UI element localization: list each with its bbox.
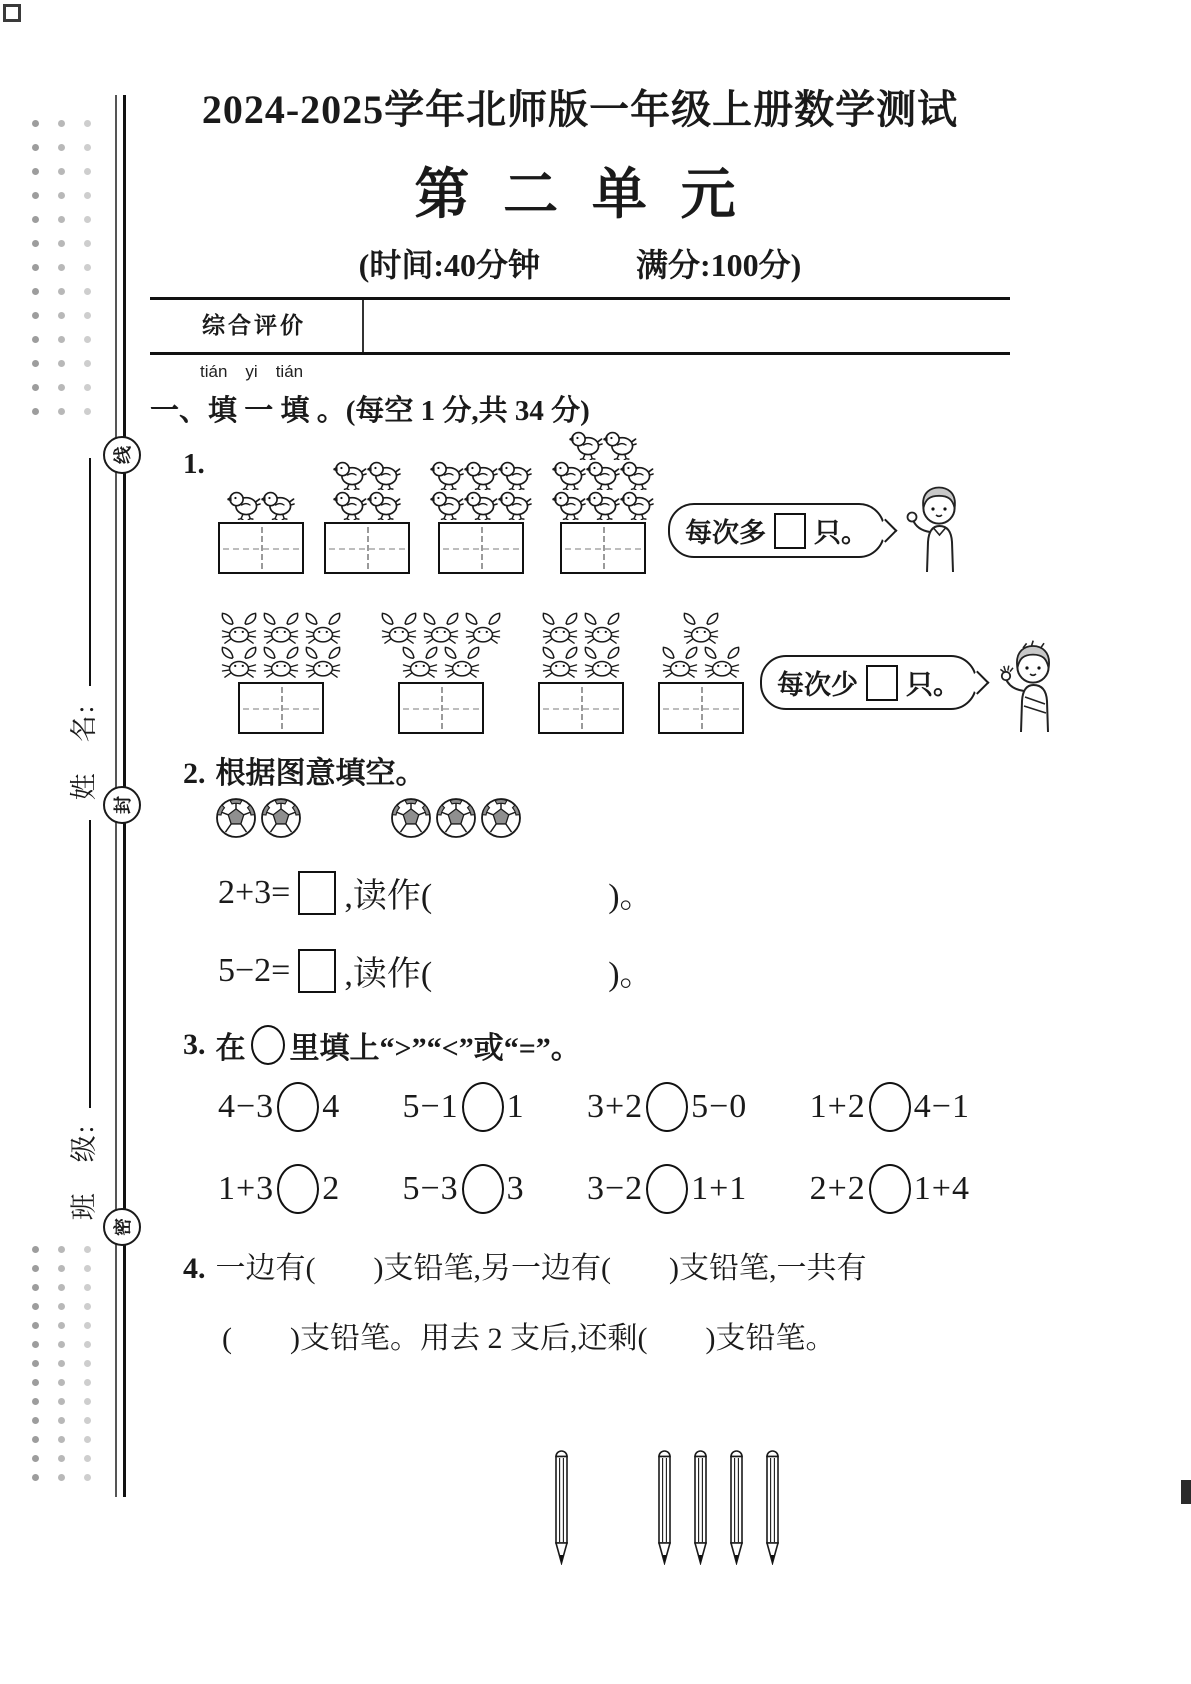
dot: [84, 1265, 91, 1272]
chick-row: [552, 490, 654, 520]
dot: [84, 1303, 91, 1310]
dot: [32, 192, 39, 199]
question-1-number: 1.: [183, 448, 205, 480]
pencil-row: [553, 1443, 781, 1565]
comparison-left-expression: 4−3: [218, 1088, 275, 1125]
crab-row: [399, 646, 483, 680]
dot: [58, 384, 65, 391]
crab-row: [659, 646, 743, 680]
question-2-heading: [183, 748, 426, 792]
dot: [32, 1341, 39, 1348]
speech-bubble-less: [760, 655, 977, 710]
boy-icon: [905, 482, 969, 574]
ball-row: [215, 797, 302, 839]
crab-group: [658, 612, 744, 734]
question-text-part: )支铅笔。用去 2 支后,还剩(: [290, 1322, 648, 1355]
crab-icon: [581, 646, 623, 680]
crab-row: [680, 612, 722, 646]
question-4-line-1: [183, 1243, 866, 1287]
comparison-answer-circle[interactable]: [277, 1164, 319, 1214]
dot: [58, 144, 65, 151]
equation-text: ,读作(: [344, 878, 433, 915]
question-3-text: 在: [215, 1032, 246, 1065]
comparison-left-expression: 2+2: [809, 1170, 866, 1207]
paper-content: [150, 0, 1010, 1684]
dot: [32, 1474, 39, 1481]
comparison-left-expression: 1+2: [809, 1088, 866, 1125]
crab-icon: [581, 612, 623, 646]
chick-icon: [367, 490, 401, 520]
comparison-right-expression: 1: [506, 1088, 525, 1125]
comparison-left-expression: 5−1: [402, 1088, 459, 1125]
dot: [58, 264, 65, 271]
dot: [84, 336, 91, 343]
dot: [58, 240, 65, 247]
dot: [84, 1455, 91, 1462]
seal-char-secret: [103, 1208, 141, 1246]
dot: [58, 288, 65, 295]
dot: [84, 288, 91, 295]
chick-icon: [620, 460, 654, 490]
ball-group: [390, 797, 522, 839]
chick-icon: [261, 490, 295, 520]
pencil-row: [656, 1443, 781, 1565]
dot: [58, 1303, 65, 1310]
question-text-part: (: [222, 1322, 232, 1355]
dot: [58, 1455, 65, 1462]
comparison-item: [810, 1164, 970, 1214]
dot: [32, 1246, 39, 1253]
crab-group: [218, 612, 344, 734]
comparison-answer-circle[interactable]: [869, 1082, 911, 1132]
seal-char-seal: [103, 786, 141, 824]
chick-icon: [620, 490, 654, 520]
dot: [58, 1284, 65, 1291]
pinyin-syllable: tián: [275, 362, 304, 381]
count-answer-box[interactable]: [438, 522, 524, 574]
question-text-part: )支铅笔。: [705, 1322, 836, 1355]
crab-icon: [218, 612, 260, 646]
pencil-group: [656, 1443, 781, 1565]
dot: [84, 240, 91, 247]
count-answer-box[interactable]: [324, 522, 410, 574]
ball-icon: [260, 797, 302, 839]
dot: [32, 144, 39, 151]
dot: [84, 360, 91, 367]
chick-group: [552, 430, 654, 574]
equation-text: ,读作(: [344, 956, 433, 993]
chick-group: [430, 460, 532, 574]
dot: [32, 1284, 39, 1291]
chick-group: [324, 460, 410, 574]
pinyin-annotation: [200, 362, 303, 382]
dot-pattern-bottom: [32, 1246, 110, 1493]
count-answer-box[interactable]: [538, 682, 624, 734]
question-3-text: 里填上“>”“<”或“=”。: [289, 1032, 581, 1065]
comparison-right-expression: 1+1: [691, 1170, 748, 1207]
ball-icon: [435, 797, 477, 839]
chick-icon: [430, 490, 464, 520]
chick-icon: [603, 430, 637, 460]
crab-icon: [420, 612, 462, 646]
chick-row: [430, 490, 532, 520]
dot: [58, 216, 65, 223]
pinyin-syllable: tián: [200, 362, 228, 381]
equation-expression: 2+3=: [218, 873, 291, 911]
chick-group: [218, 490, 304, 574]
ball-icon: [480, 797, 522, 839]
pencil-icon: [553, 1443, 570, 1565]
comparison-item: [810, 1082, 970, 1132]
dot: [32, 264, 39, 271]
chick-row: [552, 460, 654, 490]
crab-icon: [399, 646, 441, 680]
chick-icon: [552, 460, 586, 490]
chick-icon: [586, 490, 620, 520]
dot: [58, 192, 65, 199]
chick-row: [569, 430, 637, 460]
dot: [58, 1360, 65, 1367]
chick-icon: [552, 490, 586, 520]
crab-groups: [218, 612, 744, 734]
crab-icon: [302, 612, 344, 646]
paper-title: 2024-2025学年北师版一年级上册数学测试: [201, 87, 959, 132]
pencil-icon: [692, 1443, 709, 1565]
dot: [84, 264, 91, 271]
seal-char-text: 封: [113, 796, 133, 814]
ball-group: [215, 797, 302, 839]
dot: [32, 240, 39, 247]
class-write-line[interactable]: [89, 820, 91, 1108]
equation-answer-box[interactable]: [298, 949, 336, 993]
dot: [32, 1303, 39, 1310]
crab-icon: [462, 612, 504, 646]
comparison-answer-circle[interactable]: [869, 1164, 911, 1214]
crab-icon: [260, 612, 302, 646]
name-write-line[interactable]: [89, 458, 91, 686]
dot: [32, 408, 39, 415]
crab-row: [218, 612, 344, 646]
dot: [32, 288, 39, 295]
bubble-text: 每次少: [777, 670, 858, 700]
chick-icon: [586, 460, 620, 490]
bubble-text: 每次多: [685, 518, 766, 548]
question-text-part: 一边有(: [215, 1252, 316, 1285]
chick-row: [333, 490, 401, 520]
pencil-group: [553, 1443, 570, 1565]
dot: [84, 1474, 91, 1481]
dot: [58, 1265, 65, 1272]
dot: [32, 1417, 39, 1424]
count-answer-box[interactable]: [218, 522, 304, 574]
crab-icon: [539, 646, 581, 680]
chick-groups: [218, 430, 654, 574]
dot: [32, 1360, 39, 1367]
question-4-line-2: [222, 1313, 835, 1357]
dot: [84, 384, 91, 391]
chick-row: [333, 460, 401, 490]
comparison-left-expression: 5−3: [402, 1170, 459, 1207]
chick-row: [430, 460, 532, 490]
dot: [84, 1417, 91, 1424]
crab-icon: [260, 646, 302, 680]
equation-text: )。: [608, 878, 654, 915]
crab-icon: [218, 646, 260, 680]
dot: [58, 360, 65, 367]
score-box-divider: [362, 300, 364, 352]
dot: [84, 1246, 91, 1253]
dot: [32, 120, 39, 127]
crab-icon: [680, 612, 722, 646]
comparison-right-expression: 5−0: [691, 1088, 748, 1125]
crab-icon: [378, 612, 420, 646]
dot: [58, 1246, 65, 1253]
crab-icon: [441, 646, 483, 680]
comparison-answer-circle[interactable]: [462, 1164, 504, 1214]
equation-answer-box[interactable]: [298, 871, 336, 915]
chick-icon: [333, 490, 367, 520]
comparison-answer-circle[interactable]: [462, 1082, 504, 1132]
question-4-number: 4.: [183, 1252, 206, 1285]
comparison-left-expression: 3+2: [586, 1088, 644, 1125]
dot: [84, 168, 91, 175]
comparison-answer-circle[interactable]: [277, 1082, 319, 1132]
question-4-text: [222, 1313, 835, 1357]
count-answer-box[interactable]: [658, 682, 744, 734]
class-label: 班 级:: [69, 1123, 99, 1221]
dot: [58, 1474, 65, 1481]
comparison-item: [587, 1164, 747, 1214]
crab-icon: [539, 612, 581, 646]
dot: [84, 216, 91, 223]
chick-icon: [333, 460, 367, 490]
chick-icon: [430, 460, 464, 490]
comparison-row-2: [218, 1164, 970, 1214]
comparison-right-expression: 2: [322, 1170, 341, 1207]
dot: [84, 144, 91, 151]
answer-square[interactable]: [866, 665, 898, 701]
question-3-number: 3.: [183, 1028, 206, 1061]
dot: [58, 312, 65, 319]
soccer-ball-row: [215, 797, 522, 839]
time-score-info: (时间:40分钟 满分:100分): [358, 247, 802, 283]
comparison-right-expression: 1+4: [913, 1170, 970, 1207]
chick-counting-row: [218, 430, 969, 574]
equation-line-2: [218, 946, 654, 995]
dot: [32, 216, 39, 223]
dot: [32, 1436, 39, 1443]
dot: [58, 336, 65, 343]
comparison-item: [218, 1164, 340, 1214]
comparison-item: [218, 1082, 340, 1132]
dot: [32, 384, 39, 391]
comparison-answer-circle[interactable]: [646, 1082, 688, 1132]
crab-group: [378, 612, 504, 734]
ball-row: [390, 797, 522, 839]
chick-icon: [464, 460, 498, 490]
dot: [84, 1398, 91, 1405]
bubble-text: 只。: [814, 518, 868, 548]
crab-group: [538, 612, 624, 734]
section-one-heading: 一、填 一 填 。(每空 1 分,共 34 分): [150, 395, 590, 427]
comparison-item: [402, 1082, 524, 1132]
pencil-icon: [728, 1443, 745, 1565]
crab-counting-row: [218, 612, 1065, 734]
dot: [58, 1417, 65, 1424]
question-4-text: [216, 1243, 867, 1287]
seal-char-text: 线: [113, 446, 133, 464]
chick-icon: [464, 490, 498, 520]
dot: [58, 1322, 65, 1329]
dot: [84, 120, 91, 127]
dot: [32, 312, 39, 319]
girl-icon: [997, 639, 1065, 734]
dot: [58, 168, 65, 175]
chick-icon: [498, 460, 532, 490]
dot: [84, 1436, 91, 1443]
score-box-label: 综合评价: [202, 313, 306, 338]
comparison-left-expression: 1+3: [218, 1170, 275, 1207]
comparison-answer-circle[interactable]: [646, 1164, 688, 1214]
dot-pattern-top: [32, 120, 110, 432]
dot: [84, 1341, 91, 1348]
comparison-right-expression: 4: [322, 1088, 341, 1125]
crab-row: [218, 646, 344, 680]
comparison-item: [587, 1082, 747, 1132]
ball-icon: [215, 797, 257, 839]
ball-icon: [390, 797, 432, 839]
pencil-row: [553, 1443, 570, 1565]
dot: [58, 120, 65, 127]
question-text-part: )支铅笔,一共有: [668, 1252, 867, 1285]
count-answer-box[interactable]: [238, 682, 324, 734]
dot: [32, 1455, 39, 1462]
dot: [84, 1379, 91, 1386]
crab-icon: [302, 646, 344, 680]
comparison-left-expression: 3−2: [586, 1170, 644, 1207]
equation-text: )。: [608, 956, 654, 993]
comparison-right-expression: 3: [506, 1170, 525, 1207]
dot: [32, 168, 39, 175]
dot: [84, 1360, 91, 1367]
seal-char-line: [103, 436, 141, 474]
chick-row: [227, 490, 295, 520]
dot: [32, 1265, 39, 1272]
seal-char-text: 密: [113, 1218, 133, 1236]
dot: [58, 408, 65, 415]
dot: [84, 192, 91, 199]
question-text-part: )支铅笔,另一边有(: [373, 1252, 611, 1285]
pinyin-syllable: yi: [245, 362, 258, 381]
pencil-icon: [656, 1443, 673, 1565]
answer-square[interactable]: [774, 513, 806, 549]
dot: [58, 1436, 65, 1443]
dot: [32, 336, 39, 343]
speech-bubble-more: [668, 503, 885, 558]
name-label: 姓 名:: [69, 703, 99, 801]
comparison-row-1: [218, 1082, 970, 1132]
dot: [58, 1398, 65, 1405]
example-circle: [251, 1025, 285, 1065]
page-edge-mark: [1181, 1480, 1191, 1504]
chick-icon: [227, 490, 261, 520]
scan-corner-mark: [3, 4, 21, 22]
dot: [32, 360, 39, 367]
dot: [32, 1398, 39, 1405]
dot: [84, 312, 91, 319]
comparison-item: [402, 1164, 524, 1214]
comparison-right-expression: 4−1: [913, 1088, 970, 1125]
equation-line-1: [218, 868, 654, 917]
dot: [32, 1379, 39, 1386]
dot: [58, 1341, 65, 1348]
chick-icon: [367, 460, 401, 490]
question-2-number: 2.: [183, 757, 206, 790]
crab-icon: [701, 646, 743, 680]
dot: [84, 1284, 91, 1291]
pencil-icon: [764, 1443, 781, 1565]
chick-icon: [569, 430, 603, 460]
crab-row: [539, 612, 623, 646]
count-answer-box[interactable]: [398, 682, 484, 734]
crab-row: [539, 646, 623, 680]
dot: [84, 1322, 91, 1329]
count-answer-box[interactable]: [560, 522, 646, 574]
crab-icon: [659, 646, 701, 680]
dot: [84, 408, 91, 415]
unit-title: 第 二 单 元: [414, 164, 746, 225]
chick-icon: [498, 490, 532, 520]
equation-expression: 5−2=: [218, 951, 291, 989]
question-3-heading: [183, 1023, 581, 1067]
bubble-text: 只。: [906, 670, 960, 700]
dot: [32, 1322, 39, 1329]
dot: [58, 1379, 65, 1386]
crab-row: [378, 612, 504, 646]
score-box: [150, 297, 1010, 355]
question-2-text: 根据图意填空。: [215, 757, 426, 790]
